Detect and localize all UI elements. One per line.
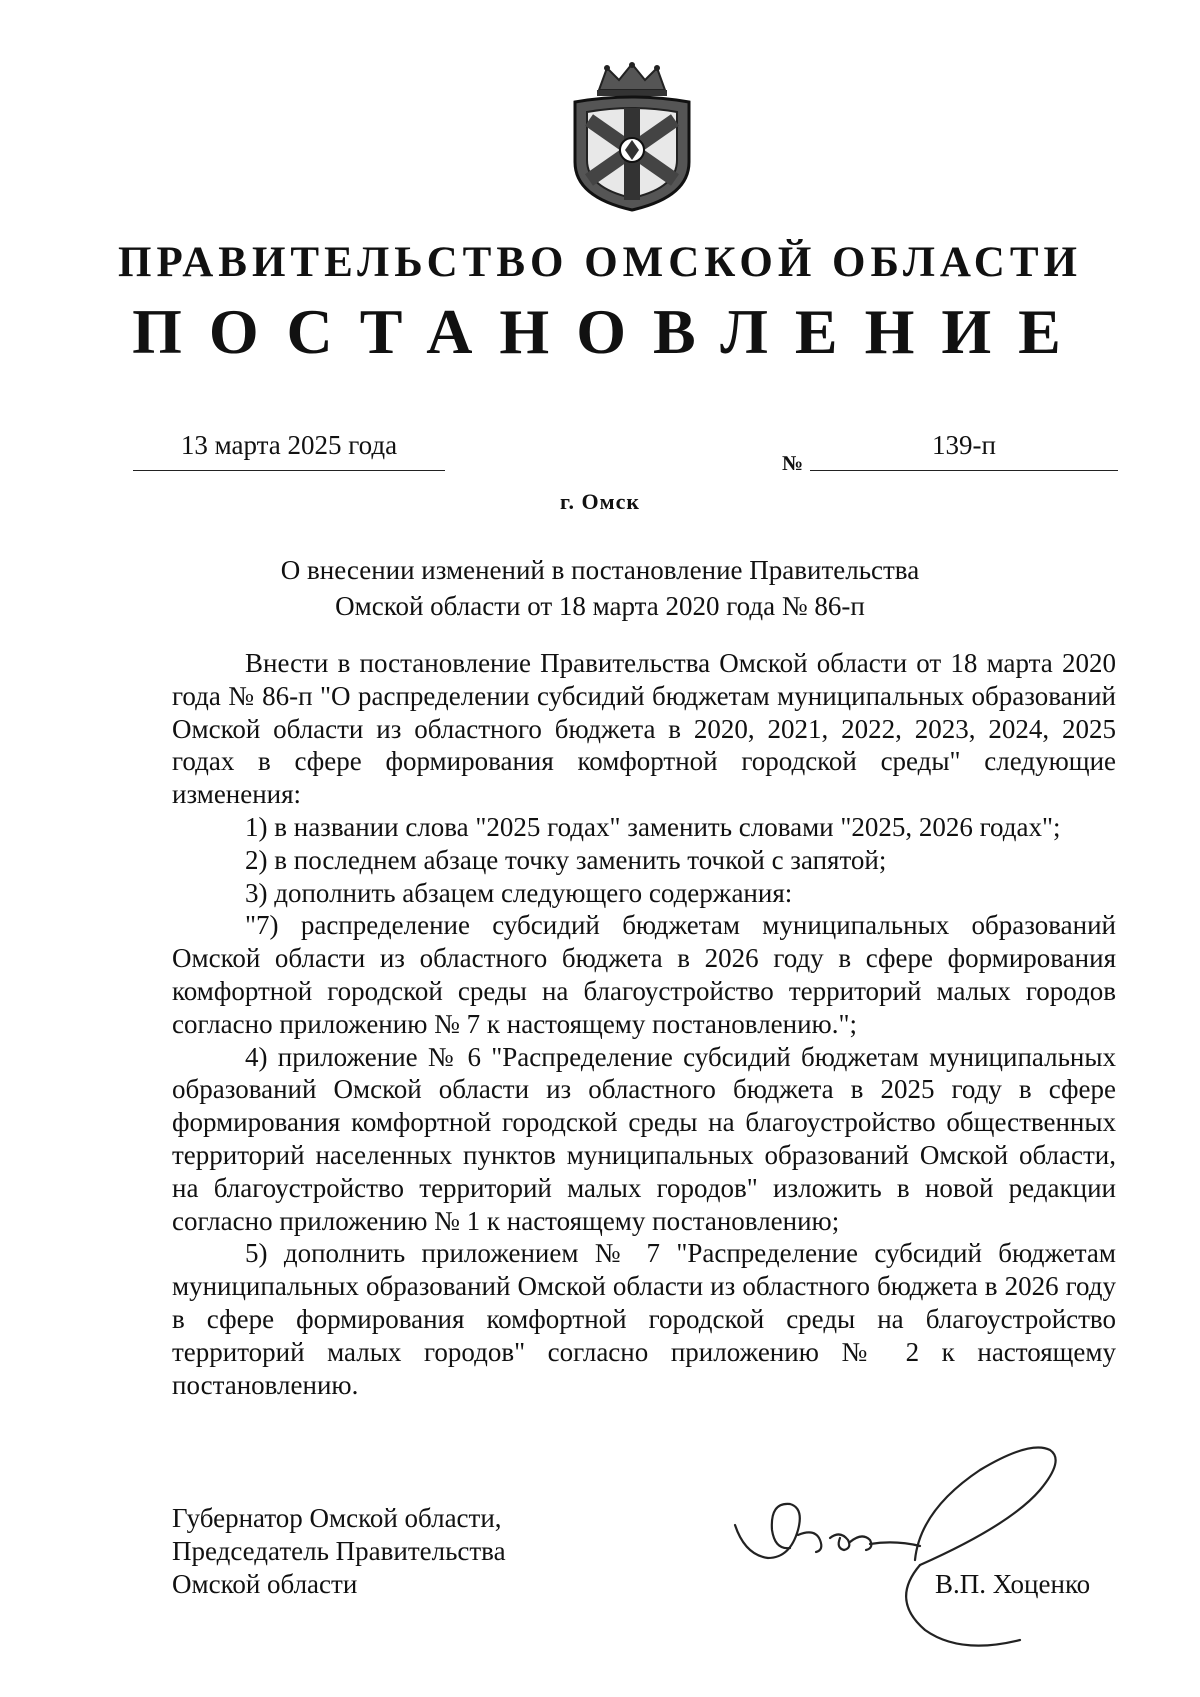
decree-number: 139-п [932, 430, 996, 460]
signer-position-line-1: Губернатор Омской области, [172, 1503, 502, 1533]
signer-position [172, 1502, 506, 1601]
title-line-2: Омской области от 18 марта 2020 года № 86-п [335, 591, 865, 621]
decree-title [0, 552, 1200, 624]
city: г. Омск [559, 489, 641, 514]
body-paragraph: 2) в последнем абзаце точку заменить точкой с запятой; [245, 844, 887, 875]
decree-date: 13 марта 2025 года [180, 430, 398, 460]
signer-position-line-3: Омской области [172, 1569, 358, 1599]
omsk-coat-of-arms-icon [569, 62, 695, 212]
government-name: ПРАВИТЕЛЬСТВО ОМСКОЙ ОБЛАСТИ [118, 239, 1082, 286]
title-line-1: О внесении изменений в постановление Правительства [280, 555, 920, 585]
body-paragraph: 1) в названии слова "2025 годах" заменить словами "2025, 2026 годах"; [245, 811, 1061, 842]
body-paragraph: Внести в постановление Правительства Омской области от 18 марта 2020 года № 86-п "О распределении субсидий бюджетам муниципальных образований Омской области из областного бюджета в 2020, 2021, 2022, 2023, 2024, 2025 годах в сфере формирования комфортной городской среды" следующие изменения: [172, 648, 1116, 810]
number-sign: № [782, 451, 804, 475]
body-paragraph: "7) распределение субсидий бюджетам муниципальных образований Омской области из областного бюджета в 2026 году в сфере формирования комфортной городской среды на благоустройство территорий малых городов согласно приложению № 7 к настоящему постановлению."; [172, 910, 1116, 1039]
number-underline [810, 470, 1118, 471]
body-paragraph: 3) дополнить абзацем следующего содержания: [245, 877, 793, 908]
body-paragraph: 5) дополнить приложением № 7 "Распределение субсидий бюджетам муниципальных образований Омской области из областного бюджета в 2026 году в сфере формирования комфортной городской среды на благоустройство территорий малых городов" согласно приложению № 2 к настоящему постановлению. [172, 1238, 1116, 1400]
body-paragraph: 4) приложение № 6 "Распределение субсидий бюджетам муниципальных образований Омской области из областного бюджета в 2025 году в сфере формирования комфортной городской среды на благоустройство общественных территорий населенных пунктов муниципальных образований Омской области, на благоустройство территорий малых городов" изложить в новой редакции согласно приложению № 1 к настоящему постановлению; [172, 1041, 1116, 1236]
signer-name: В.П. Хоценко [935, 1569, 1091, 1599]
signer-position-line-2: Председатель Правительства [172, 1536, 506, 1566]
decree-body [172, 647, 1116, 1401]
date-underline [133, 470, 445, 471]
handwritten-signature-icon [720, 1430, 1140, 1660]
document-type: ПОСТАНОВЛЕНИЕ [132, 296, 1088, 367]
